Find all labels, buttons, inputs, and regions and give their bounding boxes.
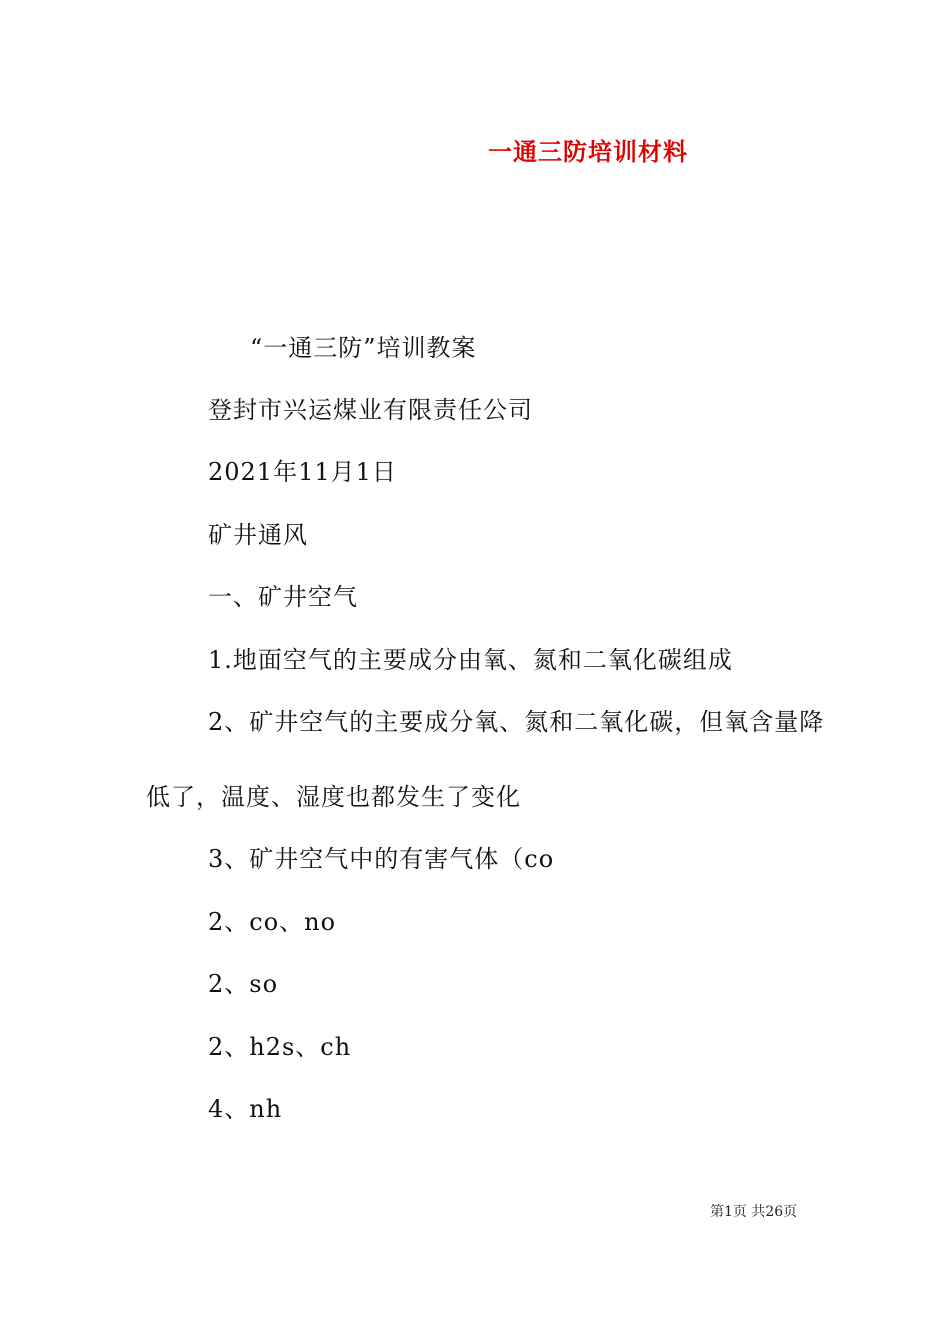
page-title: 一通三防培训材料: [488, 137, 688, 166]
paragraph-line: 4、nh: [208, 1095, 283, 1123]
subsection-title: 一、矿井空气: [208, 583, 358, 611]
paragraph-line: 1.地面空气的主要成分由氧、氮和二氧化碳组成: [208, 646, 733, 674]
paragraph-line: 2、so: [208, 970, 279, 998]
paragraph-line: 3、矿井空气中的有害气体（co: [208, 845, 555, 873]
paragraph-line: 2、co、no: [208, 908, 337, 936]
page-footer: 第1页 共26页: [710, 1204, 798, 1220]
paragraph-line: 低了，温度、湿度也都发生了变化: [146, 783, 521, 811]
paragraph-line: 2、h2s、ch: [208, 1033, 352, 1061]
section-title: 矿井通风: [208, 521, 308, 549]
doc-date: 2021年11月1日: [208, 458, 397, 486]
paragraph-line: 2、矿井空气的主要成分氧、氮和二氧化碳，但氧含量降: [208, 708, 825, 736]
doc-heading: “一通三防”培训教案: [250, 334, 477, 362]
company-name: 登封市兴运煤业有限责任公司: [208, 396, 533, 424]
